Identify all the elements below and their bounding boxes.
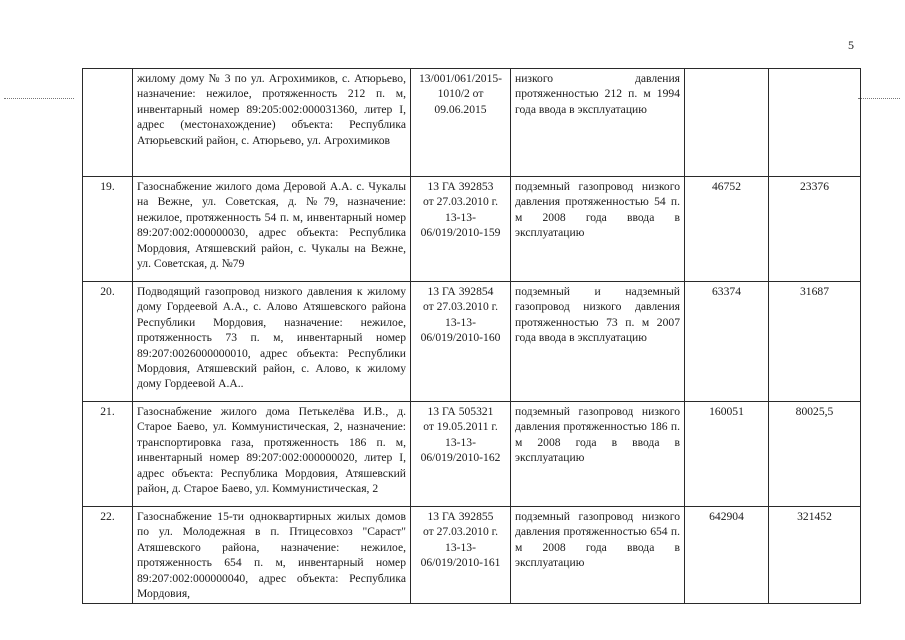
- value-share: 80025,5: [769, 402, 861, 507]
- value-share: 23376: [769, 177, 861, 282]
- table-row: [83, 69, 861, 177]
- value-share: 321452: [769, 507, 861, 604]
- table-row: [83, 177, 861, 282]
- page-number: 5: [848, 38, 854, 52]
- value-total: 642904: [685, 507, 769, 604]
- object-characteristics: низкого давления протяженностью 212 п. м 1994 года ввода в эксплуатацию: [511, 69, 685, 177]
- value-total: 63374: [685, 282, 769, 402]
- property-table: [82, 68, 861, 604]
- margin-mark-right: [858, 98, 900, 99]
- object-description: Газоснабжение жилого дома Деровой А.А. с. Чукалы на Вежне, ул. Советская, д. №79, назначение: нежилое, протяженность 54 п. м, инвентарный номер 89:207:002:000000030, адрес объекта: Республика Мордовия, Атяшевский район, с. Чукалы на Вежне, ул. Советская, д. №79: [133, 177, 411, 282]
- registration-record: 13 ГА 505321 от 19.05.2011 г. 13-13- 06/019/2010-162: [411, 402, 511, 507]
- object-characteristics: подземный газопровод низкого давления протяженностью 654 п. м 2008 года ввода в эксплуатацию: [511, 507, 685, 604]
- row-number: 19.: [83, 177, 133, 282]
- object-description: Газоснабжение 15-ти одноквартирных жилых домов по ул. Молодежная в п. Птицесовхоз "Сараст" Атяшевского района, назначение: нежилое, протяженность 654 п. м, инвентарный номер 89:207:002:000000040, адрес объекта: Республика Мордовия,: [133, 507, 411, 604]
- registration-record: 13 ГА 392854 от 27.03.2010 г. 13-13- 06/019/2010-160: [411, 282, 511, 402]
- row-number: [83, 69, 133, 177]
- object-characteristics: подземный газопровод низкого давления протяженностью 186 п. м 2008 года в ввода в эксплуатацию: [511, 402, 685, 507]
- object-characteristics: подземный газопровод низкого давления протяженностью 54 п. м 2008 года ввода в эксплуатацию: [511, 177, 685, 282]
- value-total: 46752: [685, 177, 769, 282]
- row-number: 21.: [83, 402, 133, 507]
- value-total: [685, 69, 769, 177]
- object-description: Газоснабжение жилого дома Петькелёва И.В., д. Старое Баево, ул. Коммунистическая, 2, назначение: транспортировка газа, протяженность 186 п. м, инвентарный номер 89:207:002:000000020, литер I, адрес объекта: Республика Мордовия, Атяшевский район, д. Старое Баево, ул. Коммунистическая, 2: [133, 402, 411, 507]
- registration-record: 13 ГА 392855 от 27.03.2010 г. 13-13- 06/019/2010-161: [411, 507, 511, 604]
- registration-record: 13/001/061/2015-1010/2 от 09.06.2015: [411, 69, 511, 177]
- row-number: 20.: [83, 282, 133, 402]
- margin-mark-left: [4, 98, 74, 99]
- object-description: жилому дому № 3 по ул. Агрохимиков, с. Атюрьево, назначение: нежилое, протяженность 212 п. м, инвентарный номер 89:205:002:000031360, литер I, адрес (местонахождение) объекта: Республика Атюрьевский район, с. Атюрьево, ул. Агрохимиков: [133, 69, 411, 177]
- table-row: [83, 507, 861, 604]
- object-description: Подводящий газопровод низкого давления к жилому дому Гордеевой А.А., с. Алово Атяшевского района Республики Мордовия, назначение: нежилое, протяженность 73 п. м, инвентарный номер 89:207:0026000000010, адрес объекта: Республики Мордовия, Атяшевский район, с. Алово, к жилому дому Гордеевой А.А..: [133, 282, 411, 402]
- registration-record: 13 ГА 392853 от 27.03.2010 г. 13-13- 06/019/2010-159: [411, 177, 511, 282]
- value-share: 31687: [769, 282, 861, 402]
- row-number: 22.: [83, 507, 133, 604]
- value-total: 160051: [685, 402, 769, 507]
- value-share: [769, 69, 861, 177]
- table-row: [83, 282, 861, 402]
- table-row: [83, 402, 861, 507]
- object-characteristics: подземный и надземный газопровод низкого давления протяженностью 73 п. м 2007 года ввода в эксплуатацию: [511, 282, 685, 402]
